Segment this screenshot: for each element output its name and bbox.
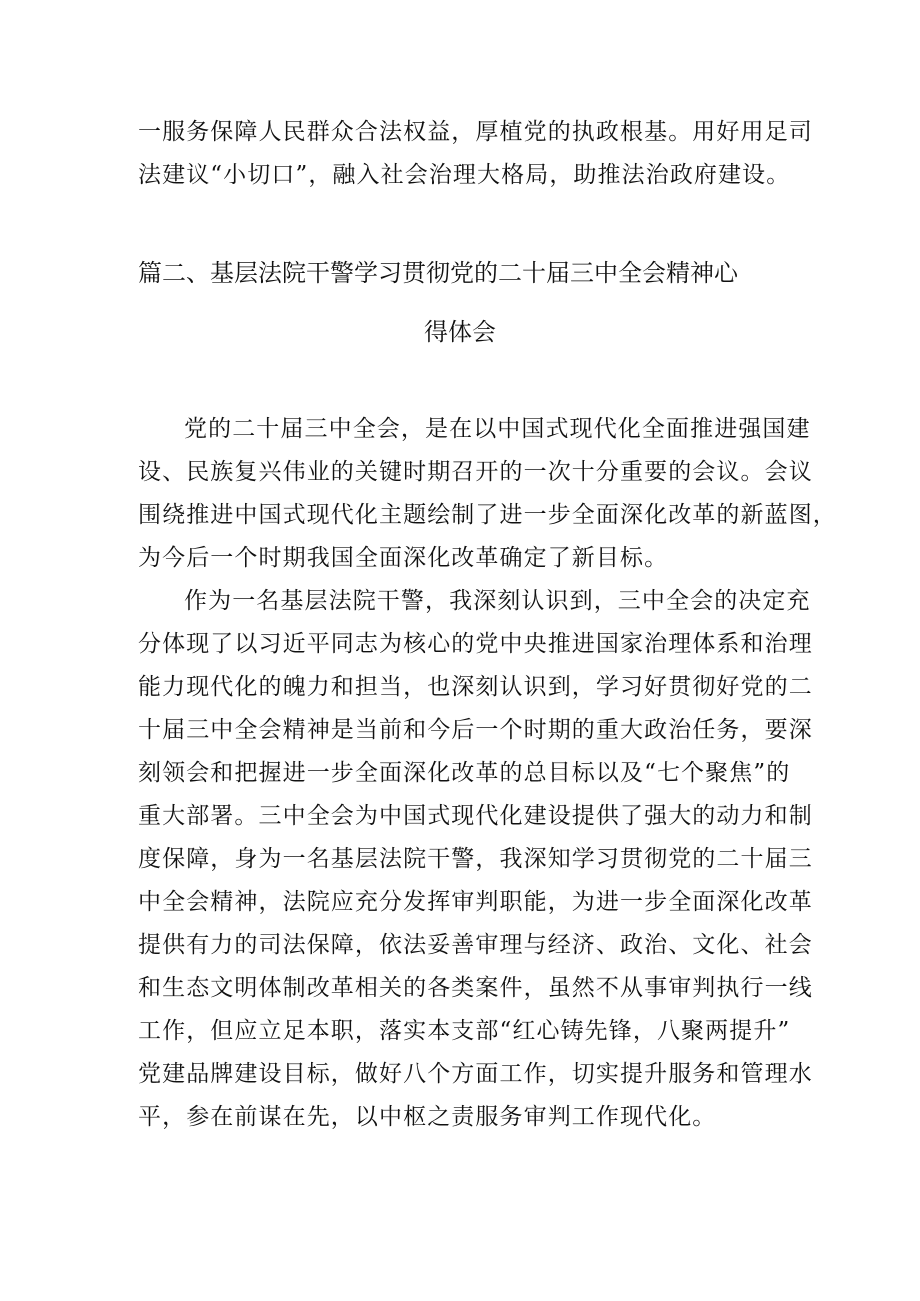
text-line: 刻领会和把握进一步全面深化改革的总目标以及“七个聚焦”的	[138, 760, 791, 786]
text-line: 一服务保障人民群众合法权益，厚植党的执政根基。用好用足司	[138, 119, 813, 145]
text-line: 工作，但应立足本职，落实本支部“红心铸先锋，八聚两提升”	[138, 1018, 791, 1044]
section-title-line2: 得体会	[424, 318, 496, 346]
paragraph2-first-line: 作为一名基层法院干警，我深刻认识到，三中全会的决定充	[184, 588, 811, 614]
text-line: 中全会精神，法院应充分发挥审判职能，为进一步全面深化改革	[138, 889, 813, 915]
text-line: 设、民族复兴伟业的关键时期召开的一次十分重要的会议。会议	[138, 459, 813, 485]
section-title-line1: 篇二、基层法院干警学习贯彻党的二十届三中全会精神心	[138, 259, 738, 287]
text-line: 能力现代化的魄力和担当，也深刻认识到，学习好贯彻好党的二	[138, 674, 813, 700]
text-line: 度保障，身为一名基层法院干警，我深知学习贯彻党的二十届三	[138, 846, 813, 872]
text-line: 和生态文明体制改革相关的各类案件，虽然不从事审判执行一线	[138, 975, 813, 1001]
text-line: 提供有力的司法保障，依法妥善审理与经济、政治、文化、社会	[138, 932, 813, 958]
text-line: 平，参在前谋在先，以中枢之责服务审判工作现代化。	[138, 1104, 717, 1130]
paragraph1-first-line: 党的二十届三中全会，是在以中国式现代化全面推进强国建	[184, 416, 811, 442]
text-line: 分体现了以习近平同志为核心的党中央推进国家治理体系和治理	[138, 631, 813, 657]
text-line: 重大部署。三中全会为中国式现代化建设提供了强大的动力和制	[138, 803, 813, 829]
text-line: 党建品牌建设目标，做好八个方面工作，切实提升服务和管理水	[138, 1061, 813, 1087]
text-line: 为今后一个时期我国全面深化改革确定了新目标。	[138, 545, 669, 571]
text-line: 十届三中全会精神是当前和今后一个时期的重大政治任务，要深	[138, 717, 813, 743]
text-line: 围绕推进中国式现代化主题绘制了进一步全面深化改革的新蓝图，	[138, 502, 837, 528]
text-line: 法建议“小切口”，融入社会治理大格局，助推法治政府建设。	[138, 162, 791, 188]
